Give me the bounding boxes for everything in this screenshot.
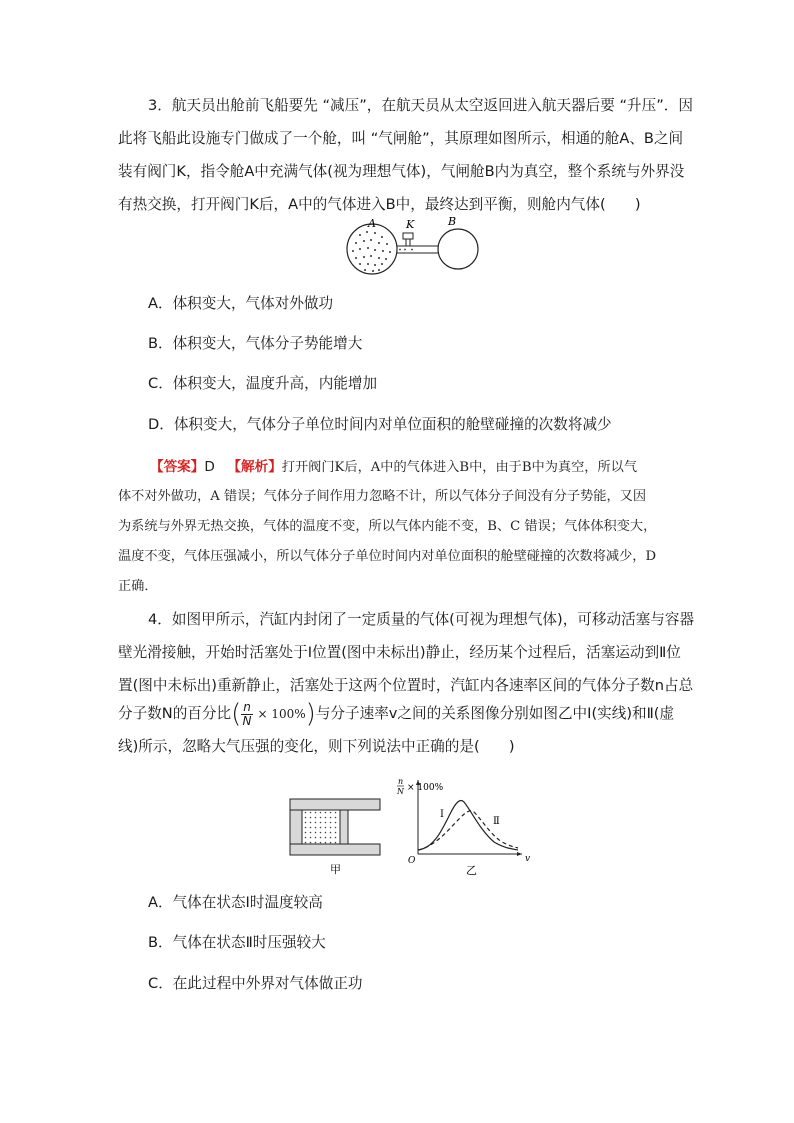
frac-num: n — [243, 699, 251, 714]
label-k: K — [406, 218, 415, 231]
y-label-num: n — [398, 777, 404, 786]
fig-yi-label: 乙 — [466, 864, 477, 877]
distribution-graph — [394, 772, 534, 878]
label-b: B — [448, 215, 457, 228]
q4-stem-line-5: 线)所示，忽略大气压强的变化，则下列说法中正确的是( ) — [118, 738, 515, 755]
analysis-tag: 【解析】 — [227, 459, 282, 475]
curve-2-label: Ⅱ — [493, 816, 500, 827]
q4-stem-line-4 — [118, 696, 674, 732]
curve-2-dashed — [418, 811, 518, 850]
frac-den: N — [242, 713, 252, 728]
x-axis-label: v — [525, 854, 531, 864]
answer-tag: 【答案】 — [150, 459, 205, 475]
q3-solution-line-3: 为系统与外界无热交换，气体的温度不变，所以气体内能不变，B、C 错误；气体体积变大， — [118, 519, 657, 534]
airlock-figure — [340, 213, 480, 279]
q3-option-a: A．体积变大，气体对外做功 — [148, 295, 334, 312]
q4-option-b: B．气体在状态Ⅱ时压强较大 — [148, 934, 326, 951]
q4-stem-line-1: 4．如图甲所示，汽缸内封闭了一定质量的气体(可视为理想气体)，可移动活塞与容器 — [148, 611, 695, 628]
fig-jia-label: 甲 — [330, 863, 341, 876]
y-label-tail: × 100% — [407, 783, 444, 793]
q3-solution-line-5: 正确． — [118, 579, 158, 594]
q3-solution-line-4: 温度不变，气体压强减小，所以气体分子单位时间内对单位面积的舱壁碰撞的次数将减少，D — [118, 549, 657, 564]
q4-option-a: A．气体在状态Ⅰ时温度较高 — [148, 894, 323, 911]
cylinder-body — [290, 799, 380, 855]
solution-first: 打开阀门K后，A中的气体进入B中，由于B中为真空，所以气 — [281, 460, 638, 475]
answer-value: D — [204, 459, 215, 475]
q4-option-c: C．在此过程中外界对气体做正功 — [148, 975, 363, 992]
paren-left: ( — [231, 699, 242, 729]
valve-k — [403, 233, 413, 246]
paren-right: ) — [305, 699, 316, 729]
q3-option-c: C．体积变大，温度升高，内能增加 — [148, 375, 378, 392]
cabin-b — [438, 229, 478, 269]
q3-stem-line-4: 有热交换，打开阀门K后，A中的气体进入B中，最终达到平衡，则舱内气体( ) — [118, 196, 641, 213]
piston — [340, 810, 348, 844]
fraction-n-over-n — [241, 701, 253, 728]
curve-1-label: Ⅰ — [440, 809, 444, 820]
q3-solution-line-1 — [150, 457, 637, 478]
q3-stem-line-3: 装有阀门K，指令舱A中充满气体(视为理想气体)，气闸舱B内为真空，整个系统与外界没 — [118, 163, 685, 180]
q4-stem-line-3: 置(图中未标出)重新静止，活塞处于这两个位置时，汽缸内各速率区间的气体分子数n占总 — [118, 677, 694, 694]
line4-pre: 分子数N的百分比 — [118, 705, 232, 722]
q3-option-b: B．体积变大，气体分子势能增大 — [148, 335, 363, 352]
cabin-a — [347, 224, 397, 274]
label-a: A — [368, 217, 376, 230]
pipe — [397, 246, 443, 253]
q3-solution-line-2: 体不对外做功，A 错误；气体分子间作用力忽略不计，所以气体分子间没有分子势能，又因 — [118, 489, 647, 504]
q3-stem-line-2: 此将飞船此设施专门做成了一个舱，叫 “气闸舱”，其原理如图所示，相通的舱A、B之间 — [118, 130, 684, 147]
q3-option-d: D．体积变大，气体分子单位时间内对单位面积的舱壁碰撞的次数将减少 — [148, 416, 612, 433]
cylinder-figure — [288, 795, 388, 877]
y-label-den: N — [397, 787, 404, 796]
origin-label: O — [408, 856, 416, 866]
line4-post: 与分子速率v之间的关系图像分别如图乙中Ⅰ(实线)和Ⅱ(虚 — [315, 705, 675, 722]
q3-stem-line-1: 3．航天员出舱前飞船要先 “减压”，在航天员从太空返回进入航天器后要 “升压”．因 — [148, 97, 693, 114]
frac-tail: × 100% — [257, 707, 306, 721]
q4-stem-line-2: 壁光滑接触，开始时活塞处于Ⅰ位置(图中未标出)静止，经历某个过程后，活塞运动到Ⅱ位 — [118, 644, 681, 661]
